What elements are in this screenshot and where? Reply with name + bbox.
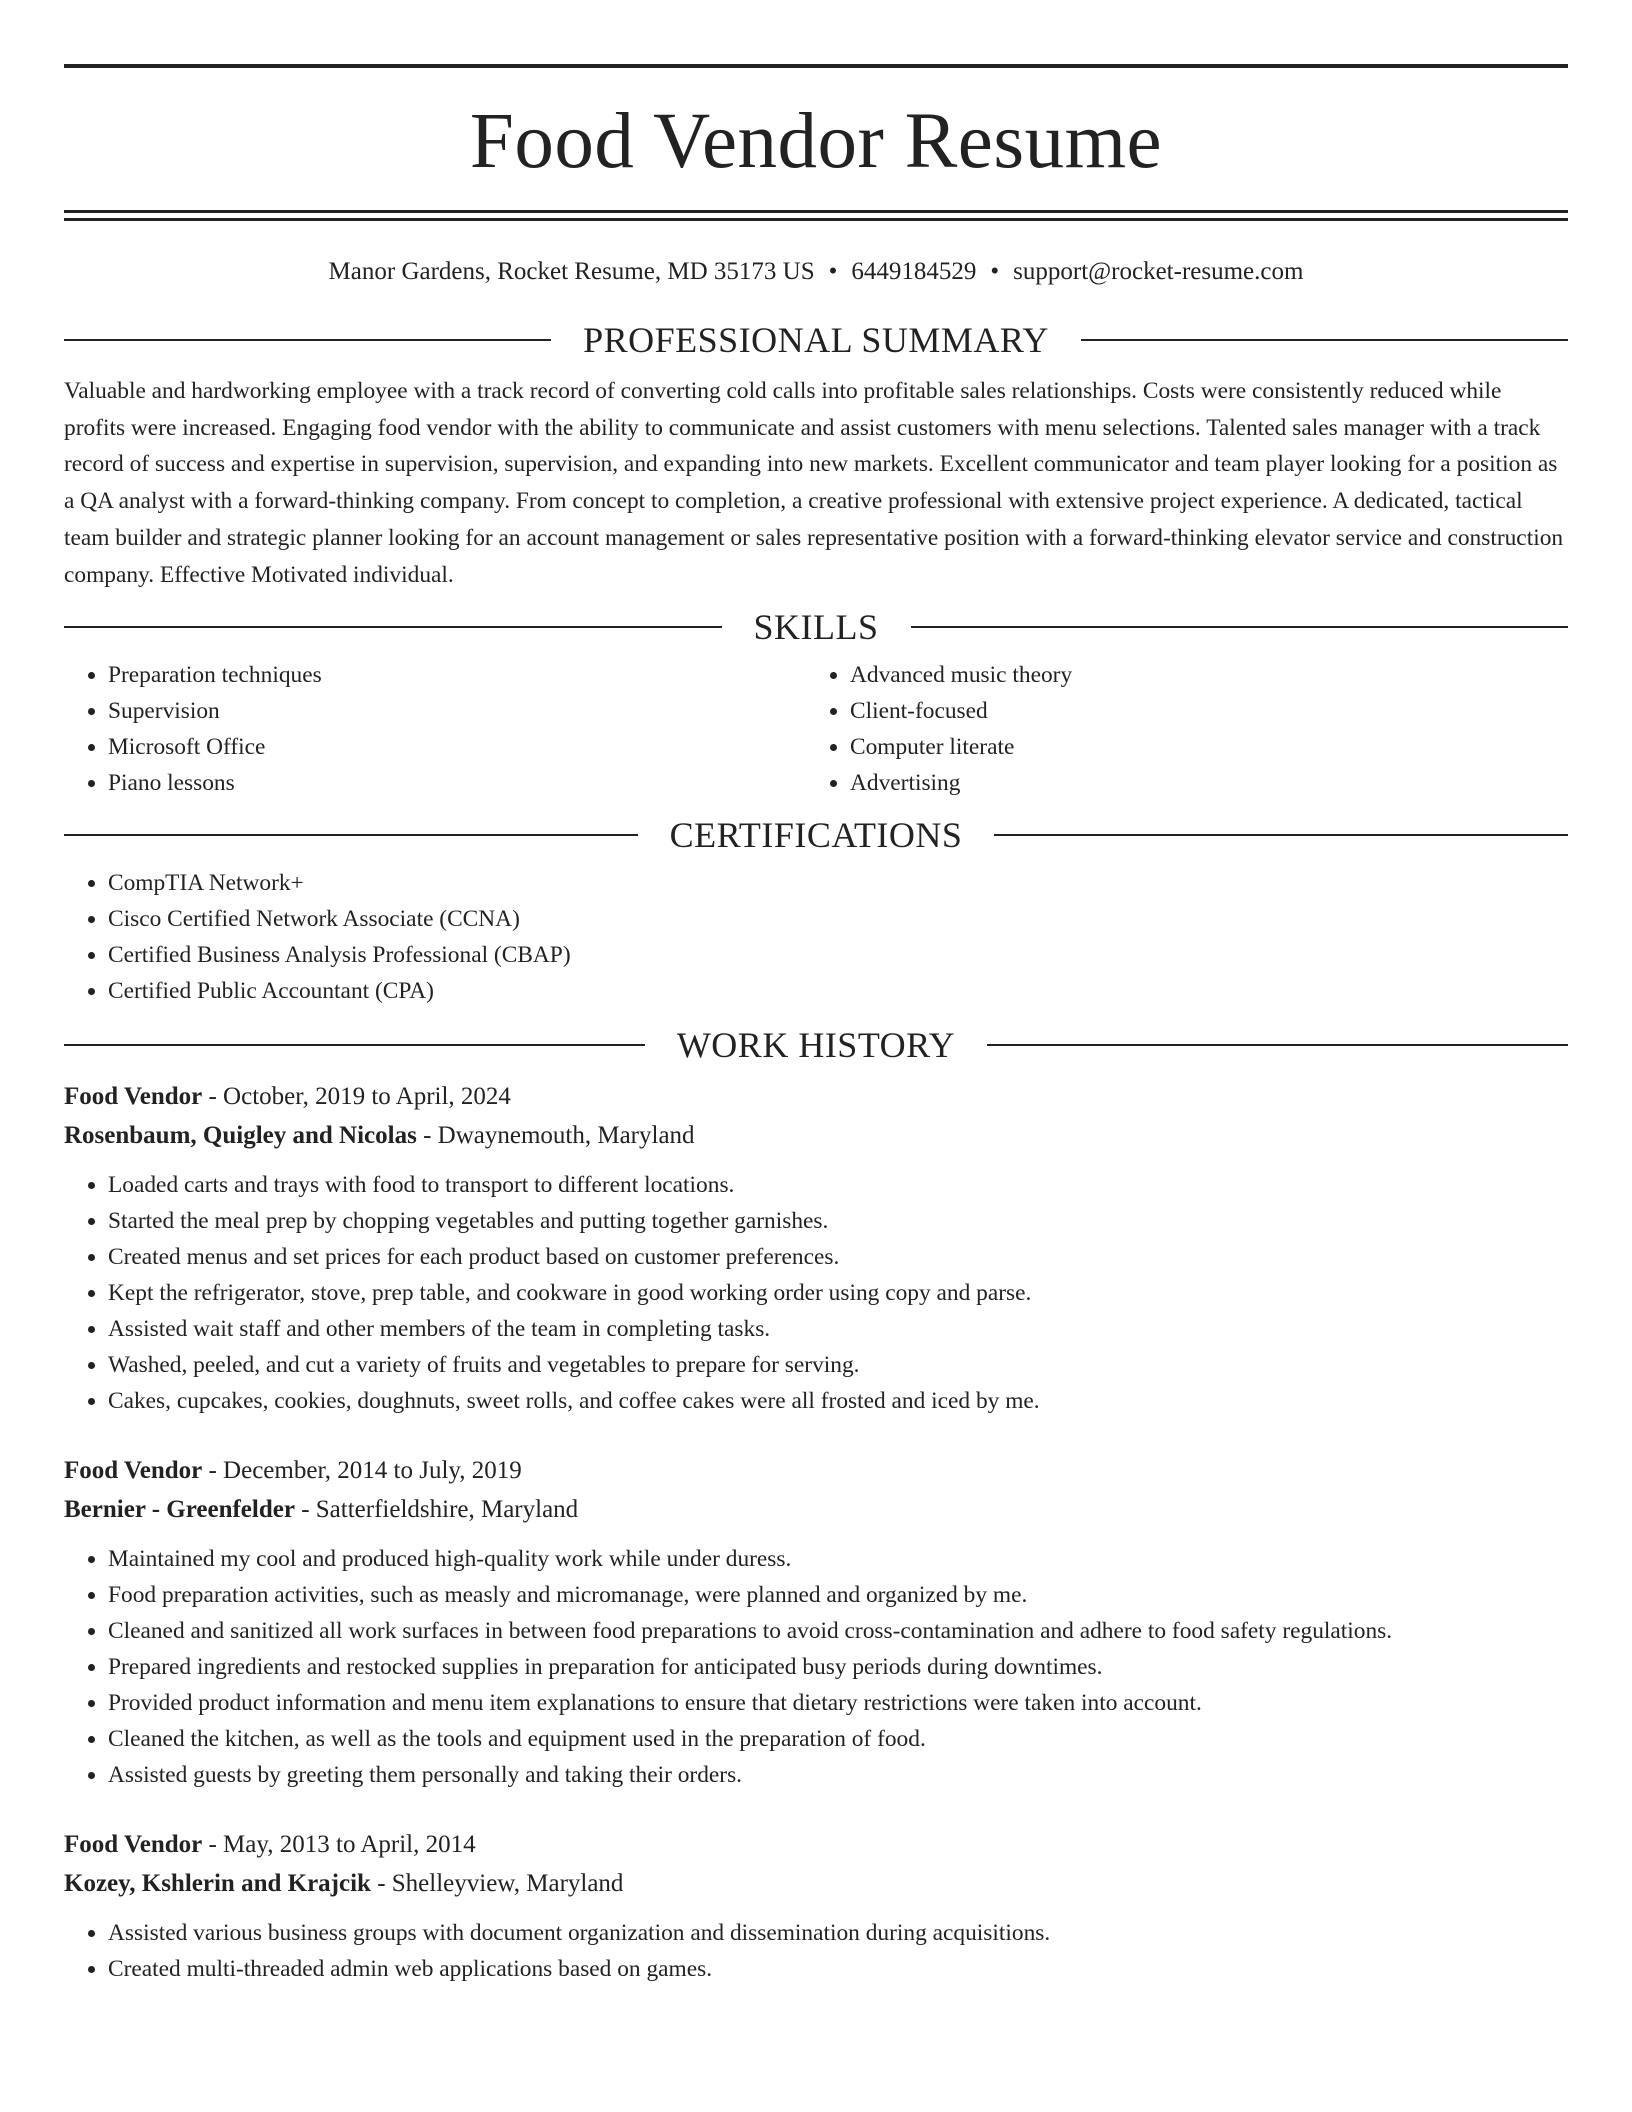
- skills-list: [64, 657, 1568, 801]
- job-company-line: [64, 1864, 1568, 1903]
- summary-section-header: [64, 322, 1568, 358]
- job-entry: [64, 1825, 1568, 1987]
- job-company: Kozey, Kshlerin and Krajcik: [64, 1870, 371, 1898]
- resume-title: Food Vendor Resume: [469, 98, 1163, 185]
- certifications-section-header: [64, 815, 1568, 856]
- job-dates: - October, 2019 to April, 2024: [202, 1083, 511, 1111]
- job-location: - Satterfieldshire, Maryland: [294, 1496, 579, 1524]
- title-double-rule: [64, 210, 1568, 221]
- job-dates: - May, 2013 to April, 2014: [202, 1831, 476, 1859]
- contact-separator: •: [828, 258, 838, 285]
- job-duty: • Kept the refrigerator, stove, prep table, and cookware in good working order using copy and parse.: [108, 1275, 1568, 1311]
- certification-item: • CompTIA Network+: [108, 865, 1568, 901]
- skills-heading: SKILLS: [753, 607, 879, 648]
- job-role: Food Vendor: [64, 1083, 203, 1111]
- job-company-line: [64, 1490, 1568, 1529]
- section-rule: [987, 1044, 1568, 1046]
- job-company: Bernier - Greenfelder: [64, 1496, 295, 1524]
- certification-item: • Certified Business Analysis Professional (CBAP): [108, 937, 1568, 973]
- skill-item: • Computer literate: [850, 729, 1548, 765]
- skill-item: • Advanced music theory: [850, 657, 1548, 693]
- section-rule: [64, 1044, 645, 1046]
- skill-item: • Supervision: [108, 693, 806, 729]
- skill-item: • Piano lessons: [108, 765, 806, 801]
- skill-item: • Microsoft Office: [108, 729, 806, 765]
- job-title-line: [64, 1077, 1568, 1116]
- job-entry: [64, 1451, 1568, 1793]
- certification-item: • Certified Public Accountant (CPA): [108, 973, 1568, 1009]
- work-history-section-header: [64, 1025, 1568, 1066]
- certifications-heading: CERTIFICATIONS: [669, 815, 963, 856]
- contact-address: Manor Gardens, Rocket Resume, MD 35173 US: [328, 258, 815, 285]
- job-duty: • Assisted wait staff and other members of the team in completing tasks.: [108, 1311, 1568, 1347]
- contact-phone: 6449184529: [851, 258, 977, 285]
- contact-email: support@rocket-resume.com: [1013, 258, 1304, 285]
- section-rule: [911, 626, 1569, 628]
- job-duty: • Prepared ingredients and restocked supplies in preparation for anticipated busy periods during downtimes.: [108, 1649, 1568, 1685]
- certification-item: • Cisco Certified Network Associate (CCNA): [108, 901, 1568, 937]
- job-role: Food Vendor: [64, 1831, 203, 1859]
- certifications-list: [64, 865, 1568, 1009]
- job-duty: • Cleaned the kitchen, as well as the tools and equipment used in the preparation of food.: [108, 1721, 1568, 1757]
- section-rule: [64, 626, 722, 628]
- job-duty: • Assisted various business groups with document organization and dissemination during acquisitions.: [108, 1915, 1568, 1951]
- job-duty: • Maintained my cool and produced high-quality work while under duress.: [108, 1541, 1568, 1577]
- skill-item: • Preparation techniques: [108, 657, 806, 693]
- skills-column-right: [806, 657, 1548, 801]
- job-duty: • Washed, peeled, and cut a variety of fruits and vegetables to prepare for serving.: [108, 1347, 1568, 1383]
- section-rule: [994, 834, 1568, 836]
- job-company-line: [64, 1116, 1568, 1155]
- job-duty: • Created menus and set prices for each product based on customer preferences.: [108, 1239, 1568, 1275]
- job-role: Food Vendor: [64, 1457, 203, 1485]
- skill-item: • Client-focused: [850, 693, 1548, 729]
- job-entry: [64, 1077, 1568, 1419]
- job-duty: • Created multi-threaded admin web applications based on games.: [108, 1951, 1568, 1987]
- job-location: - Dwaynemouth, Maryland: [416, 1122, 695, 1150]
- contact-separator: •: [990, 258, 1000, 285]
- work-history-heading: WORK HISTORY: [676, 1025, 956, 1066]
- job-title-line: [64, 1825, 1568, 1864]
- contact-line: [64, 257, 1568, 287]
- skills-column-left: [64, 657, 806, 801]
- job-duty: • Food preparation activities, such as measly and micromanage, were planned and organized by me.: [108, 1577, 1568, 1613]
- job-duty: • Provided product information and menu item explanations to ensure that dietary restrictions were taken into account.: [108, 1685, 1568, 1721]
- job-duties-list: [64, 1541, 1568, 1793]
- job-duty: • Cleaned and sanitized all work surfaces in between food preparations to avoid cross-contamination and adhere to food safety regulations.: [108, 1613, 1568, 1649]
- job-company: Rosenbaum, Quigley and Nicolas: [64, 1122, 417, 1150]
- job-duties-list: [64, 1167, 1568, 1419]
- job-dates: - December, 2014 to July, 2019: [202, 1457, 522, 1485]
- job-duty: • Cakes, cupcakes, cookies, doughnuts, sweet rolls, and coffee cakes were all frosted and iced by me.: [108, 1383, 1568, 1419]
- section-rule: [1081, 339, 1568, 341]
- job-duties-list: [64, 1915, 1568, 1987]
- job-duty: • Loaded carts and trays with food to transport to different locations.: [108, 1167, 1568, 1203]
- skill-item: • Advertising: [850, 765, 1548, 801]
- section-rule: [64, 834, 638, 836]
- job-title-line: [64, 1451, 1568, 1490]
- skills-section-header: [64, 607, 1568, 648]
- job-duty: • Started the meal prep by chopping vegetables and putting together garnishes.: [108, 1203, 1568, 1239]
- job-location: - Shelleyview, Maryland: [370, 1870, 624, 1898]
- summary-heading: PROFESSIONAL SUMMARY: [583, 320, 1049, 360]
- section-rule: [64, 339, 551, 341]
- top-rule: [64, 64, 1568, 68]
- summary-text: Valuable and hardworking employee with a track record of converting cold calls into profitable sales relationships. Costs were consistently reduced while profits were increased. Engaging food vendor with the ability to communicate and assist customers with menu selections. Talented sales manager with a track record of success and expertise in supervision, supervision, and expanding into new markets. Excellent communicator and team player looking for a position as a QA analyst with a forward-thinking company. From concept to completion, a creative professional with extensive project experience. A dedicated, tactical team builder and strategic planner looking for an account management or sales representative position with a forward-thinking elevator service and construction company. Effective Motivated individual.: [64, 378, 1564, 588]
- job-duty: • Assisted guests by greeting them personally and taking their orders.: [108, 1757, 1568, 1793]
